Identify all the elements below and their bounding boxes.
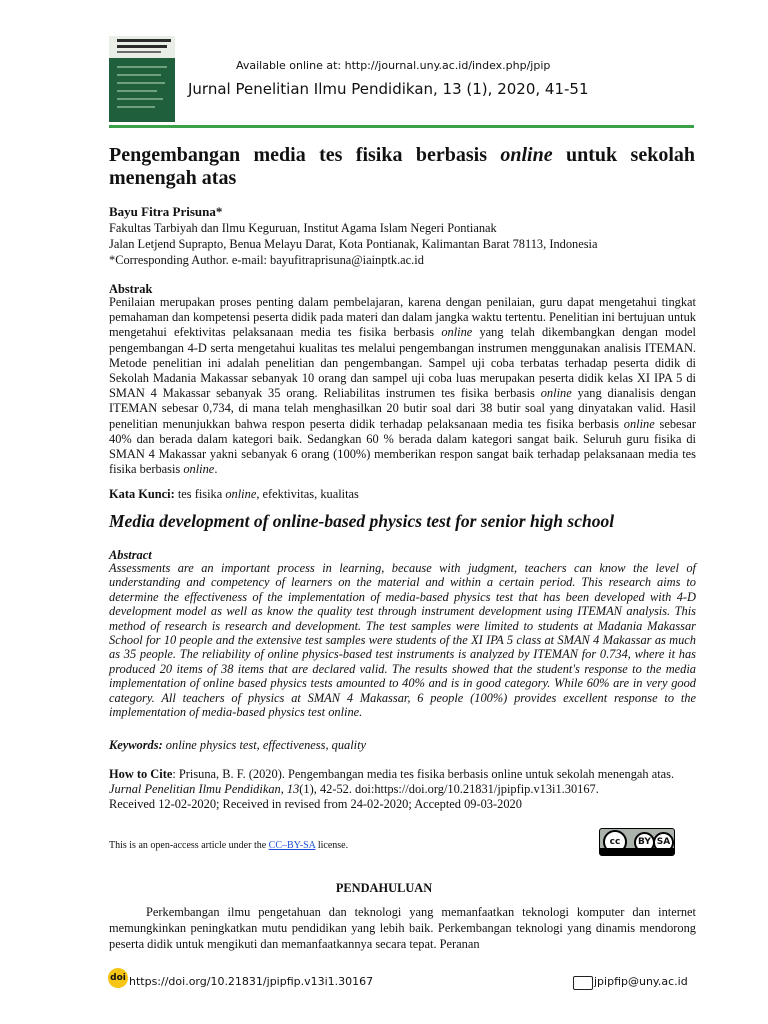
mail-icon bbox=[573, 976, 593, 990]
affiliation-block bbox=[109, 220, 598, 268]
keywords: Keywords: online physics test, effectiveness, quality bbox=[109, 738, 367, 752]
abstract-text: Assessments are an important process in learning, because with judgment, teachers can know the level of understanding and competency of learners on the material and within a certain period. This research aims to determine the effectiveness of the implementation of media-based physics test that has been developed with 4-D development model as well as know the quality test through instrument development using ITEMAN analysis. This method of research is research and development. The test samples were limited to students at Madania Makassar School for 10 people and the extensive test samples were students of the XI IPA 5 class at SMAN 4 Makassar as much as 35 people. The reliability of online physics-based test instruments is analyzed by ITEMAN for 0.734, where it has produced 20 items of 38 items that are declared valid. The results showed that the student's response to the media implementation of online based physics tests amounted to 40% and is in good category. While 60% are in very good category. All teachers of physics at SMAN 4 Makassar, 6 people (100%) provides excellent response to the implementation of media-based physics test online. bbox=[109, 561, 696, 720]
abstract-heading: Abstract bbox=[109, 548, 152, 562]
doi-link[interactable]: https://doi.org/10.21831/jpipfip.v13i1.30167 bbox=[129, 975, 374, 988]
received-dates: Received 12-02-2020; Received in revised from 24-02-2020; Accepted 09-03-2020 bbox=[109, 797, 522, 812]
author-name: Bayu Fitra Prisuna* bbox=[109, 204, 223, 219]
license-link[interactable]: CC–BY-SA bbox=[268, 840, 316, 851]
affiliation-line: Fakultas Tarbiyah dan Ilmu Keguruan, Institut Agama Islam Negeri Pontianak bbox=[109, 221, 497, 235]
corresponding-author: *Corresponding Author. e-mail: bayufitraprisuna@iainptk.ac.id bbox=[109, 253, 424, 267]
english-title: Media development of online-based physics test for senior high school bbox=[109, 511, 615, 531]
license-statement: This is an open-access article under the CC–BY-SA license. bbox=[109, 840, 349, 851]
kata-kunci: Kata Kunci: tes fisika online, efektivitas, kualitas bbox=[109, 487, 359, 501]
affiliation-address: Jalan Letjend Suprapto, Benua Melayu Darat, Kota Pontianak, Kalimantan Barat 78113, Indonesia bbox=[109, 237, 598, 251]
intro-paragraph: Perkembangan ilmu pengetahuan dan teknologi yang memanfaatkan teknologi komputer dan internet memungkinkan peningkatkan mutu pendidikan yang lebih baik. Perkembangan teknologi yang dinamis mendorong peserta didik untuk mengikuti dan memanfaatkannya secara tepat. Peranan bbox=[109, 905, 696, 951]
abstrak-heading: Abstrak bbox=[109, 282, 153, 296]
contact-email[interactable]: jpipfip@uny.ac.id bbox=[594, 975, 688, 988]
how-to-cite: How to Cite: Prisuna, B. F. (2020). Pengembangan media tes fisika berbasis online untuk sekolah menengah atas. Jurnal Penelitian Ilmu Pendidikan, 13(1), 42-52. doi:https://doi.org/10.21831/jpipfip.v13i1.30167. Received 12-02-2020; Received in revised from 24-02-2020; Accepted 09-03-2020 bbox=[109, 767, 696, 813]
section-heading: PENDAHULUAN bbox=[335, 881, 433, 895]
article-title: Pengembangan media tes fisika berbasis online untuk sekolah menengah atas bbox=[109, 144, 695, 189]
header-divider bbox=[109, 125, 694, 128]
journal-cover-thumbnail bbox=[109, 36, 175, 122]
available-online-line[interactable]: Available online at: http://journal.uny.ac.id/index.php/jpip bbox=[236, 59, 551, 72]
cc-by-sa-badge-icon[interactable]: cc BY SA bbox=[599, 828, 675, 856]
abstrak-text: Penilaian merupakan proses penting dalam pembelajaran, karena dengan penilaian, guru dapat mengetahui tingkat pemahaman dan kompetensi peserta didik pada materi dan dalam jangka waktu tertentu. Penelitian ini bertujuan untuk mengetahui efektivitas pelaksanaan media tes fisika berbasis online yang telah dikembangkan dengan model pengembangan 4-D serta mengetahui kualitas tes melalui pengembangan instrumen menggunakan analisis ITEMAN. Metode penelitian ini adalah penelitian dan pengembangan. Sampel uji coba terbatas terhadap peserta didik di Sekolah Madania Makassar sebanyak 10 orang dan sampel uji coba luas merupakan peserta didik kelas XI IPA 5 di SMAN 4 Makassar sebanyak 35 orang. Reliabilitas instrumen tes fisika berbasis online yang dianalisis dengan ITEMAN sebesar 0,734, di mana telah menghasilkan 20 butir soal dari 38 butir soal yang dinyatakan valid. Hasil penelitian menunjukkan bahwa respon peserta didik terhadap pelaksanaan media tes fisika berbasis online sebesar 40% dan berada dalam kategori baik. Sedangkan 60 % berada dalam kategori sangat baik. Seluruh guru fisika di SMAN 4 Makassar yakni sebanyak 6 orang (100%) memberikan respon sangat baik terhadap pelaksanaan media tes fisika berbasis online. bbox=[109, 295, 696, 477]
journal-citation-header: Jurnal Penelitian Ilmu Pendidikan, 13 (1), 2020, 41-51 bbox=[188, 80, 589, 98]
doi-icon: doi bbox=[108, 968, 128, 988]
